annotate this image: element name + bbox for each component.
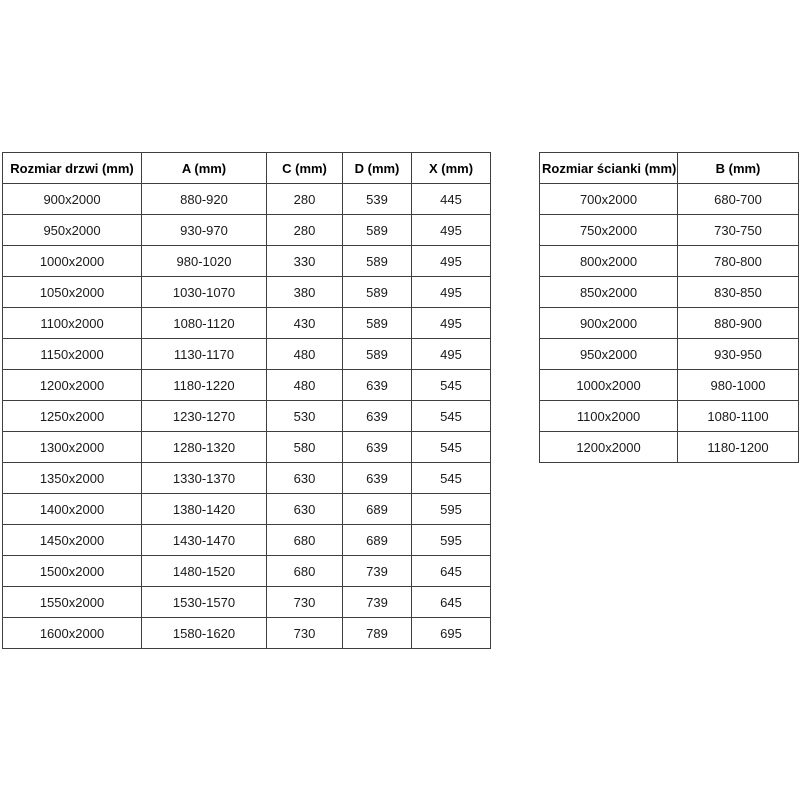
- table-cell: 980-1000: [678, 370, 799, 401]
- table-row: [540, 432, 799, 463]
- table-cell: 730: [267, 618, 343, 649]
- table-cell: 545: [412, 432, 491, 463]
- table-cell: 900x2000: [3, 184, 142, 215]
- column-header: X (mm): [412, 153, 491, 184]
- table-row: [3, 556, 491, 587]
- table-cell: 580: [267, 432, 343, 463]
- table-cell: 1530-1570: [142, 587, 267, 618]
- table-cell: 480: [267, 339, 343, 370]
- table-row: [3, 494, 491, 525]
- table-cell: 1100x2000: [540, 401, 678, 432]
- column-header: Rozmiar drzwi (mm): [3, 153, 142, 184]
- table-cell: 880-900: [678, 308, 799, 339]
- table-row: [3, 525, 491, 556]
- table-cell: 700x2000: [540, 184, 678, 215]
- table-row: [540, 370, 799, 401]
- table-row: [3, 618, 491, 649]
- table-cell: 1450x2000: [3, 525, 142, 556]
- table-cell: 280: [267, 184, 343, 215]
- table-row: [3, 587, 491, 618]
- table-cell: 789: [343, 618, 412, 649]
- table-row: [3, 401, 491, 432]
- table-cell: 680: [267, 525, 343, 556]
- table-row: [540, 184, 799, 215]
- table-cell: 900x2000: [540, 308, 678, 339]
- table-cell: 530: [267, 401, 343, 432]
- table-cell: 495: [412, 308, 491, 339]
- table-cell: 1200x2000: [3, 370, 142, 401]
- table-cell: 589: [343, 215, 412, 246]
- door-size-table: [2, 152, 491, 649]
- table-cell: 1300x2000: [3, 432, 142, 463]
- table-cell: 430: [267, 308, 343, 339]
- table-cell: 645: [412, 587, 491, 618]
- table-cell: 950x2000: [540, 339, 678, 370]
- table-cell: 930-950: [678, 339, 799, 370]
- table-cell: 495: [412, 277, 491, 308]
- table-cell: 589: [343, 339, 412, 370]
- table-cell: 639: [343, 370, 412, 401]
- table-row: [540, 308, 799, 339]
- table-cell: 495: [412, 215, 491, 246]
- table-row: [540, 277, 799, 308]
- table-cell: 539: [343, 184, 412, 215]
- header-row: [540, 153, 799, 184]
- table-cell: 330: [267, 246, 343, 277]
- table-cell: 800x2000: [540, 246, 678, 277]
- table-cell: 545: [412, 401, 491, 432]
- wall-size-table: [539, 152, 799, 463]
- table-cell: 689: [343, 494, 412, 525]
- table-cell: 1000x2000: [540, 370, 678, 401]
- table-row: [540, 339, 799, 370]
- table-cell: 589: [343, 246, 412, 277]
- table-cell: 1180-1200: [678, 432, 799, 463]
- table-cell: 950x2000: [3, 215, 142, 246]
- table-cell: 730-750: [678, 215, 799, 246]
- table-cell: 1600x2000: [3, 618, 142, 649]
- table-cell: 980-1020: [142, 246, 267, 277]
- table-row: [3, 339, 491, 370]
- table-cell: 1250x2000: [3, 401, 142, 432]
- table-cell: 380: [267, 277, 343, 308]
- table-cell: 589: [343, 308, 412, 339]
- table-cell: 1230-1270: [142, 401, 267, 432]
- table-cell: 1430-1470: [142, 525, 267, 556]
- column-header: B (mm): [678, 153, 799, 184]
- table-cell: 1550x2000: [3, 587, 142, 618]
- table-cell: 630: [267, 494, 343, 525]
- table-cell: 1380-1420: [142, 494, 267, 525]
- table-row: [540, 215, 799, 246]
- table-cell: 480: [267, 370, 343, 401]
- header-row: [3, 153, 491, 184]
- table-cell: 780-800: [678, 246, 799, 277]
- table-cell: 639: [343, 463, 412, 494]
- table-cell: 280: [267, 215, 343, 246]
- table-cell: 695: [412, 618, 491, 649]
- table-cell: 739: [343, 587, 412, 618]
- table-cell: 589: [343, 277, 412, 308]
- table-cell: 495: [412, 339, 491, 370]
- table-cell: 1500x2000: [3, 556, 142, 587]
- table-cell: 1200x2000: [540, 432, 678, 463]
- table-cell: 1400x2000: [3, 494, 142, 525]
- table-cell: 595: [412, 525, 491, 556]
- table-cell: 930-970: [142, 215, 267, 246]
- table-cell: 630: [267, 463, 343, 494]
- table-cell: 1130-1170: [142, 339, 267, 370]
- table-cell: 1000x2000: [3, 246, 142, 277]
- table-cell: 639: [343, 401, 412, 432]
- table-row: [3, 463, 491, 494]
- table-cell: 495: [412, 246, 491, 277]
- table-cell: 1330-1370: [142, 463, 267, 494]
- table-row: [3, 246, 491, 277]
- table-cell: 1480-1520: [142, 556, 267, 587]
- table-cell: 1180-1220: [142, 370, 267, 401]
- table-cell: 445: [412, 184, 491, 215]
- table-cell: 730: [267, 587, 343, 618]
- table-cell: 880-920: [142, 184, 267, 215]
- table-cell: 595: [412, 494, 491, 525]
- column-header: Rozmiar ścianki (mm): [540, 153, 678, 184]
- table-cell: 645: [412, 556, 491, 587]
- table-cell: 739: [343, 556, 412, 587]
- table-cell: 545: [412, 463, 491, 494]
- table-cell: 1150x2000: [3, 339, 142, 370]
- table-row: [3, 184, 491, 215]
- table-cell: 1280-1320: [142, 432, 267, 463]
- table-cell: 1350x2000: [3, 463, 142, 494]
- table-row: [540, 246, 799, 277]
- column-header: D (mm): [343, 153, 412, 184]
- table-cell: 750x2000: [540, 215, 678, 246]
- table-row: [540, 401, 799, 432]
- table-cell: 830-850: [678, 277, 799, 308]
- table-cell: 545: [412, 370, 491, 401]
- column-header: A (mm): [142, 153, 267, 184]
- column-header: C (mm): [267, 153, 343, 184]
- table-cell: 1580-1620: [142, 618, 267, 649]
- table-cell: 689: [343, 525, 412, 556]
- table-cell: 680-700: [678, 184, 799, 215]
- table-row: [3, 308, 491, 339]
- table-row: [3, 370, 491, 401]
- table-cell: 1050x2000: [3, 277, 142, 308]
- table-cell: 1080-1120: [142, 308, 267, 339]
- table-cell: 1100x2000: [3, 308, 142, 339]
- table-cell: 1030-1070: [142, 277, 267, 308]
- table-cell: 1080-1100: [678, 401, 799, 432]
- table-row: [3, 432, 491, 463]
- table-cell: 680: [267, 556, 343, 587]
- table-row: [3, 215, 491, 246]
- table-cell: 639: [343, 432, 412, 463]
- table-cell: 850x2000: [540, 277, 678, 308]
- table-row: [3, 277, 491, 308]
